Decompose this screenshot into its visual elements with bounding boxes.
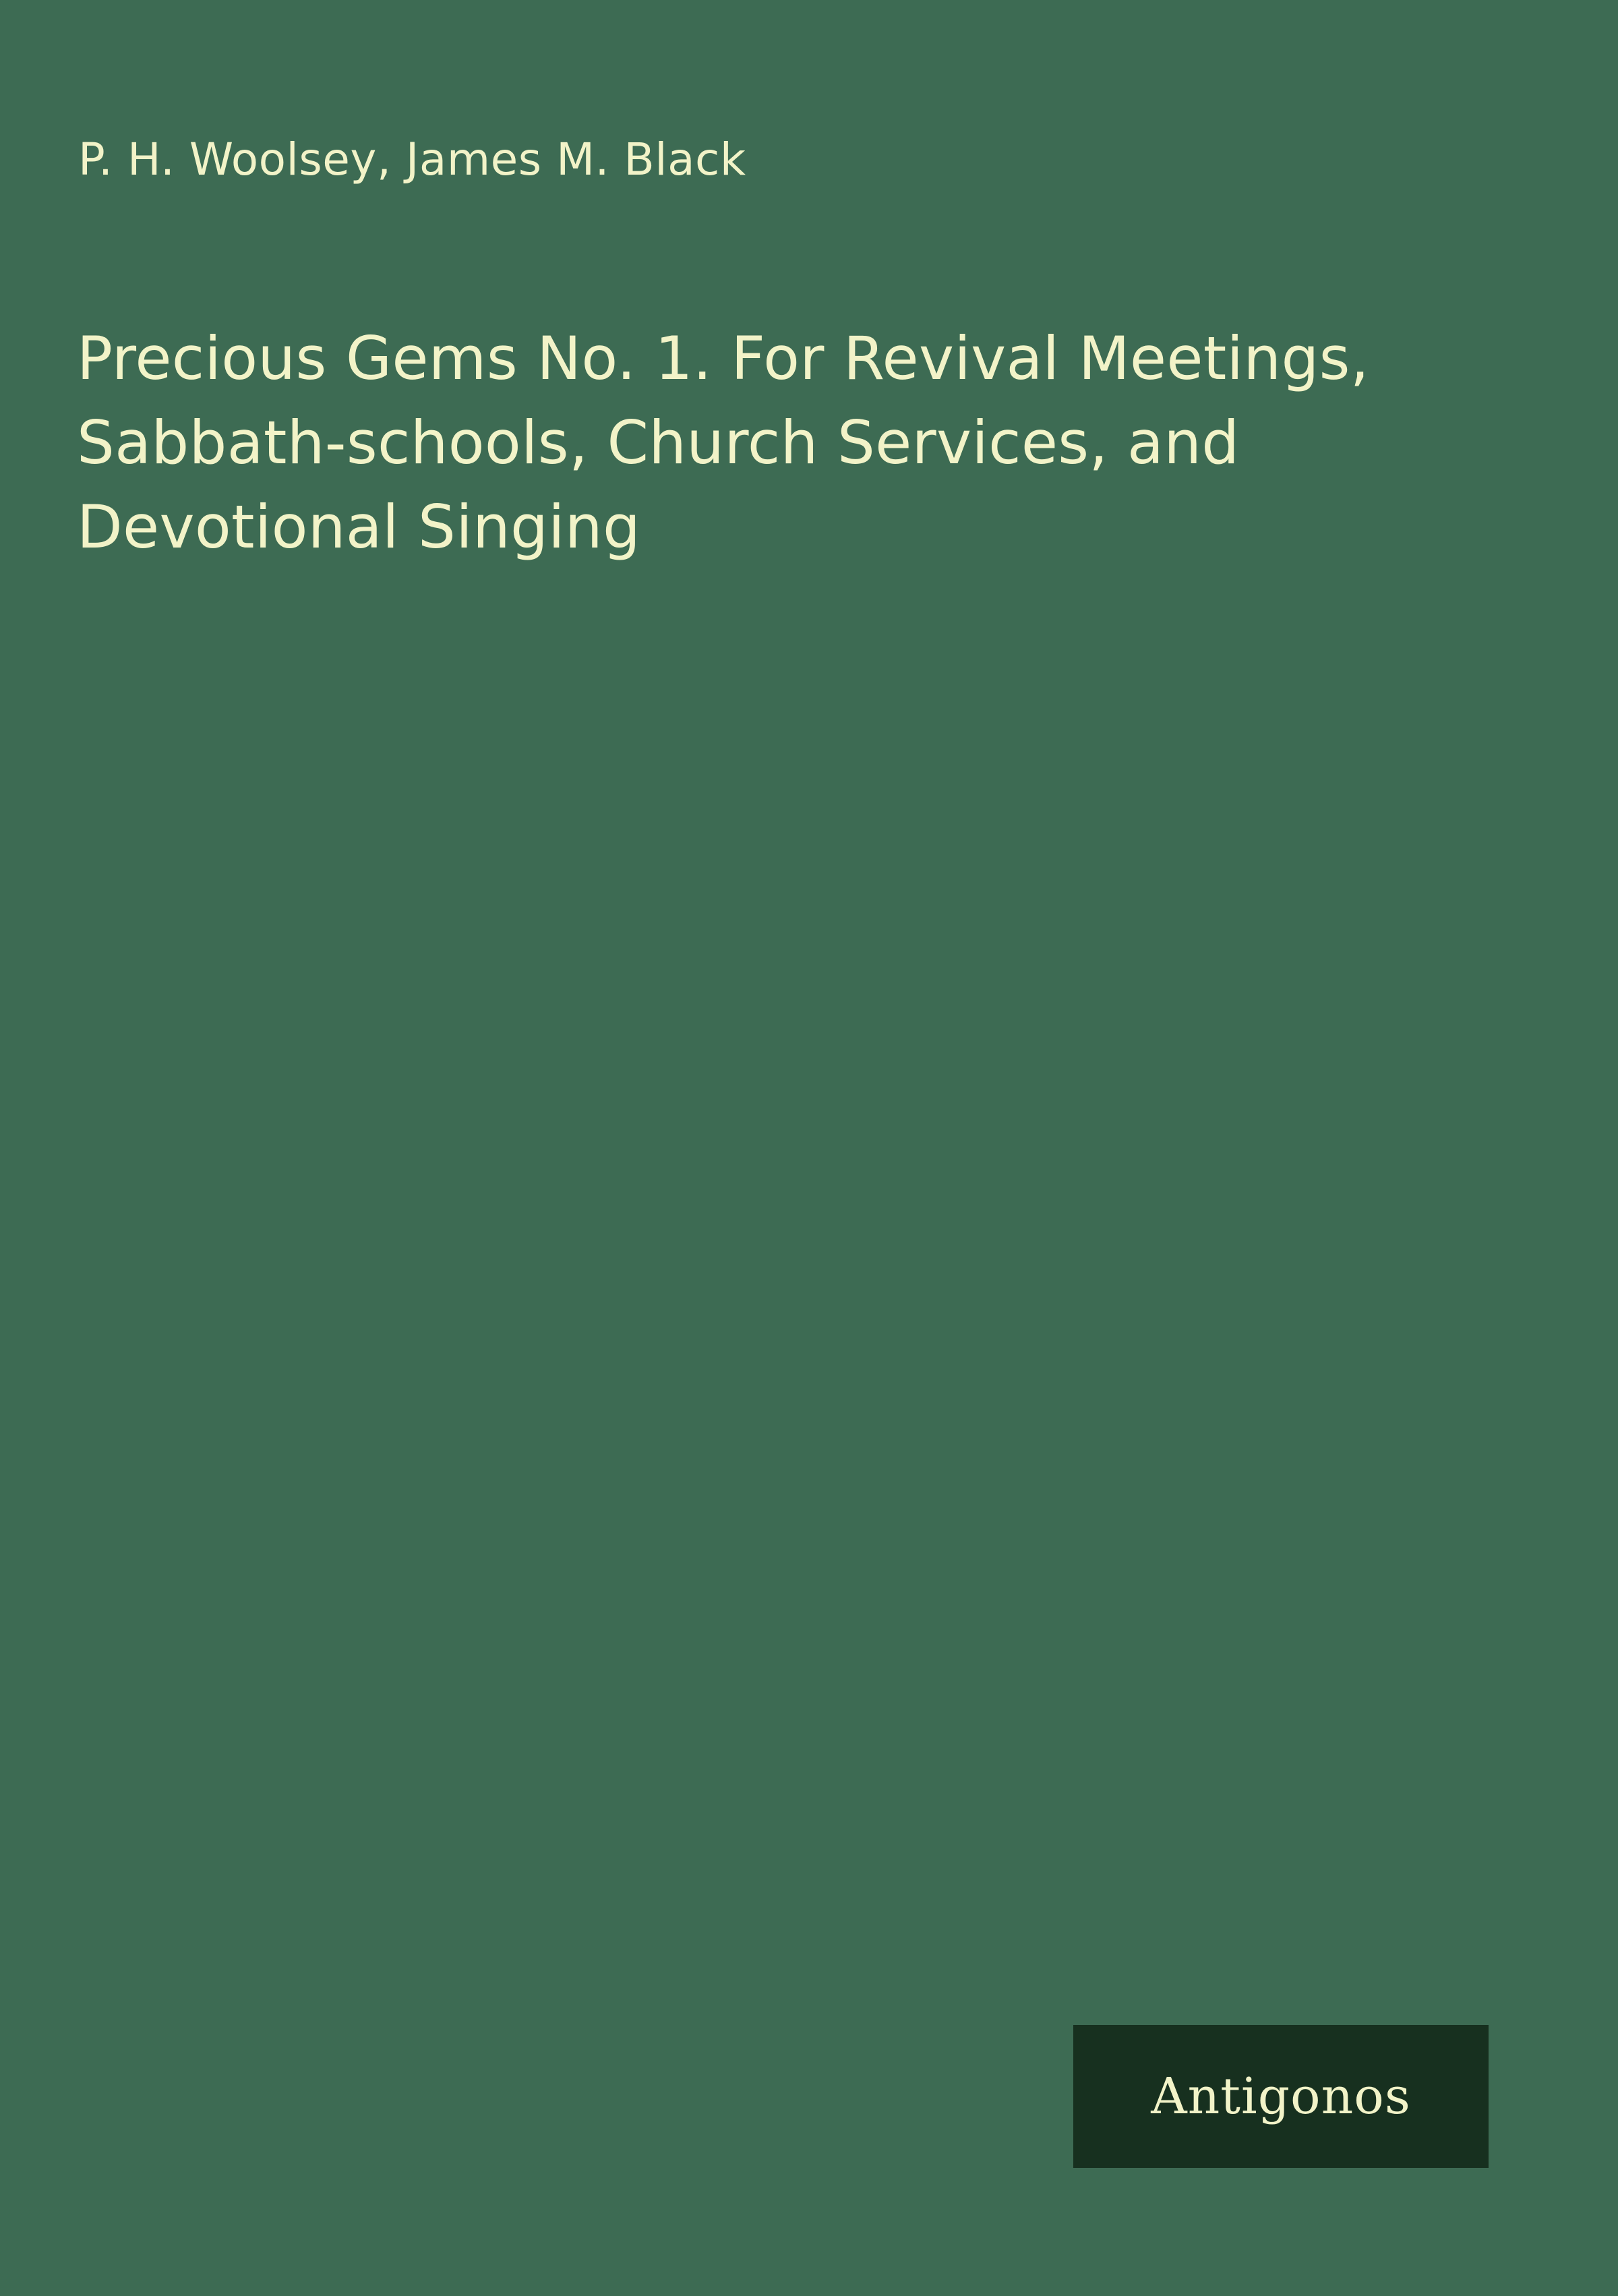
publisher-name: Antigonos <box>1151 2067 1411 2125</box>
publisher-badge <box>1073 2025 1489 2168</box>
book-title: Precious Gems No. 1. For Revival Meetings, Sabbath-schools, Church Services, and Devotional Singing <box>77 324 1370 562</box>
author-names: P. H. Woolsey, James M. Black <box>78 134 746 185</box>
